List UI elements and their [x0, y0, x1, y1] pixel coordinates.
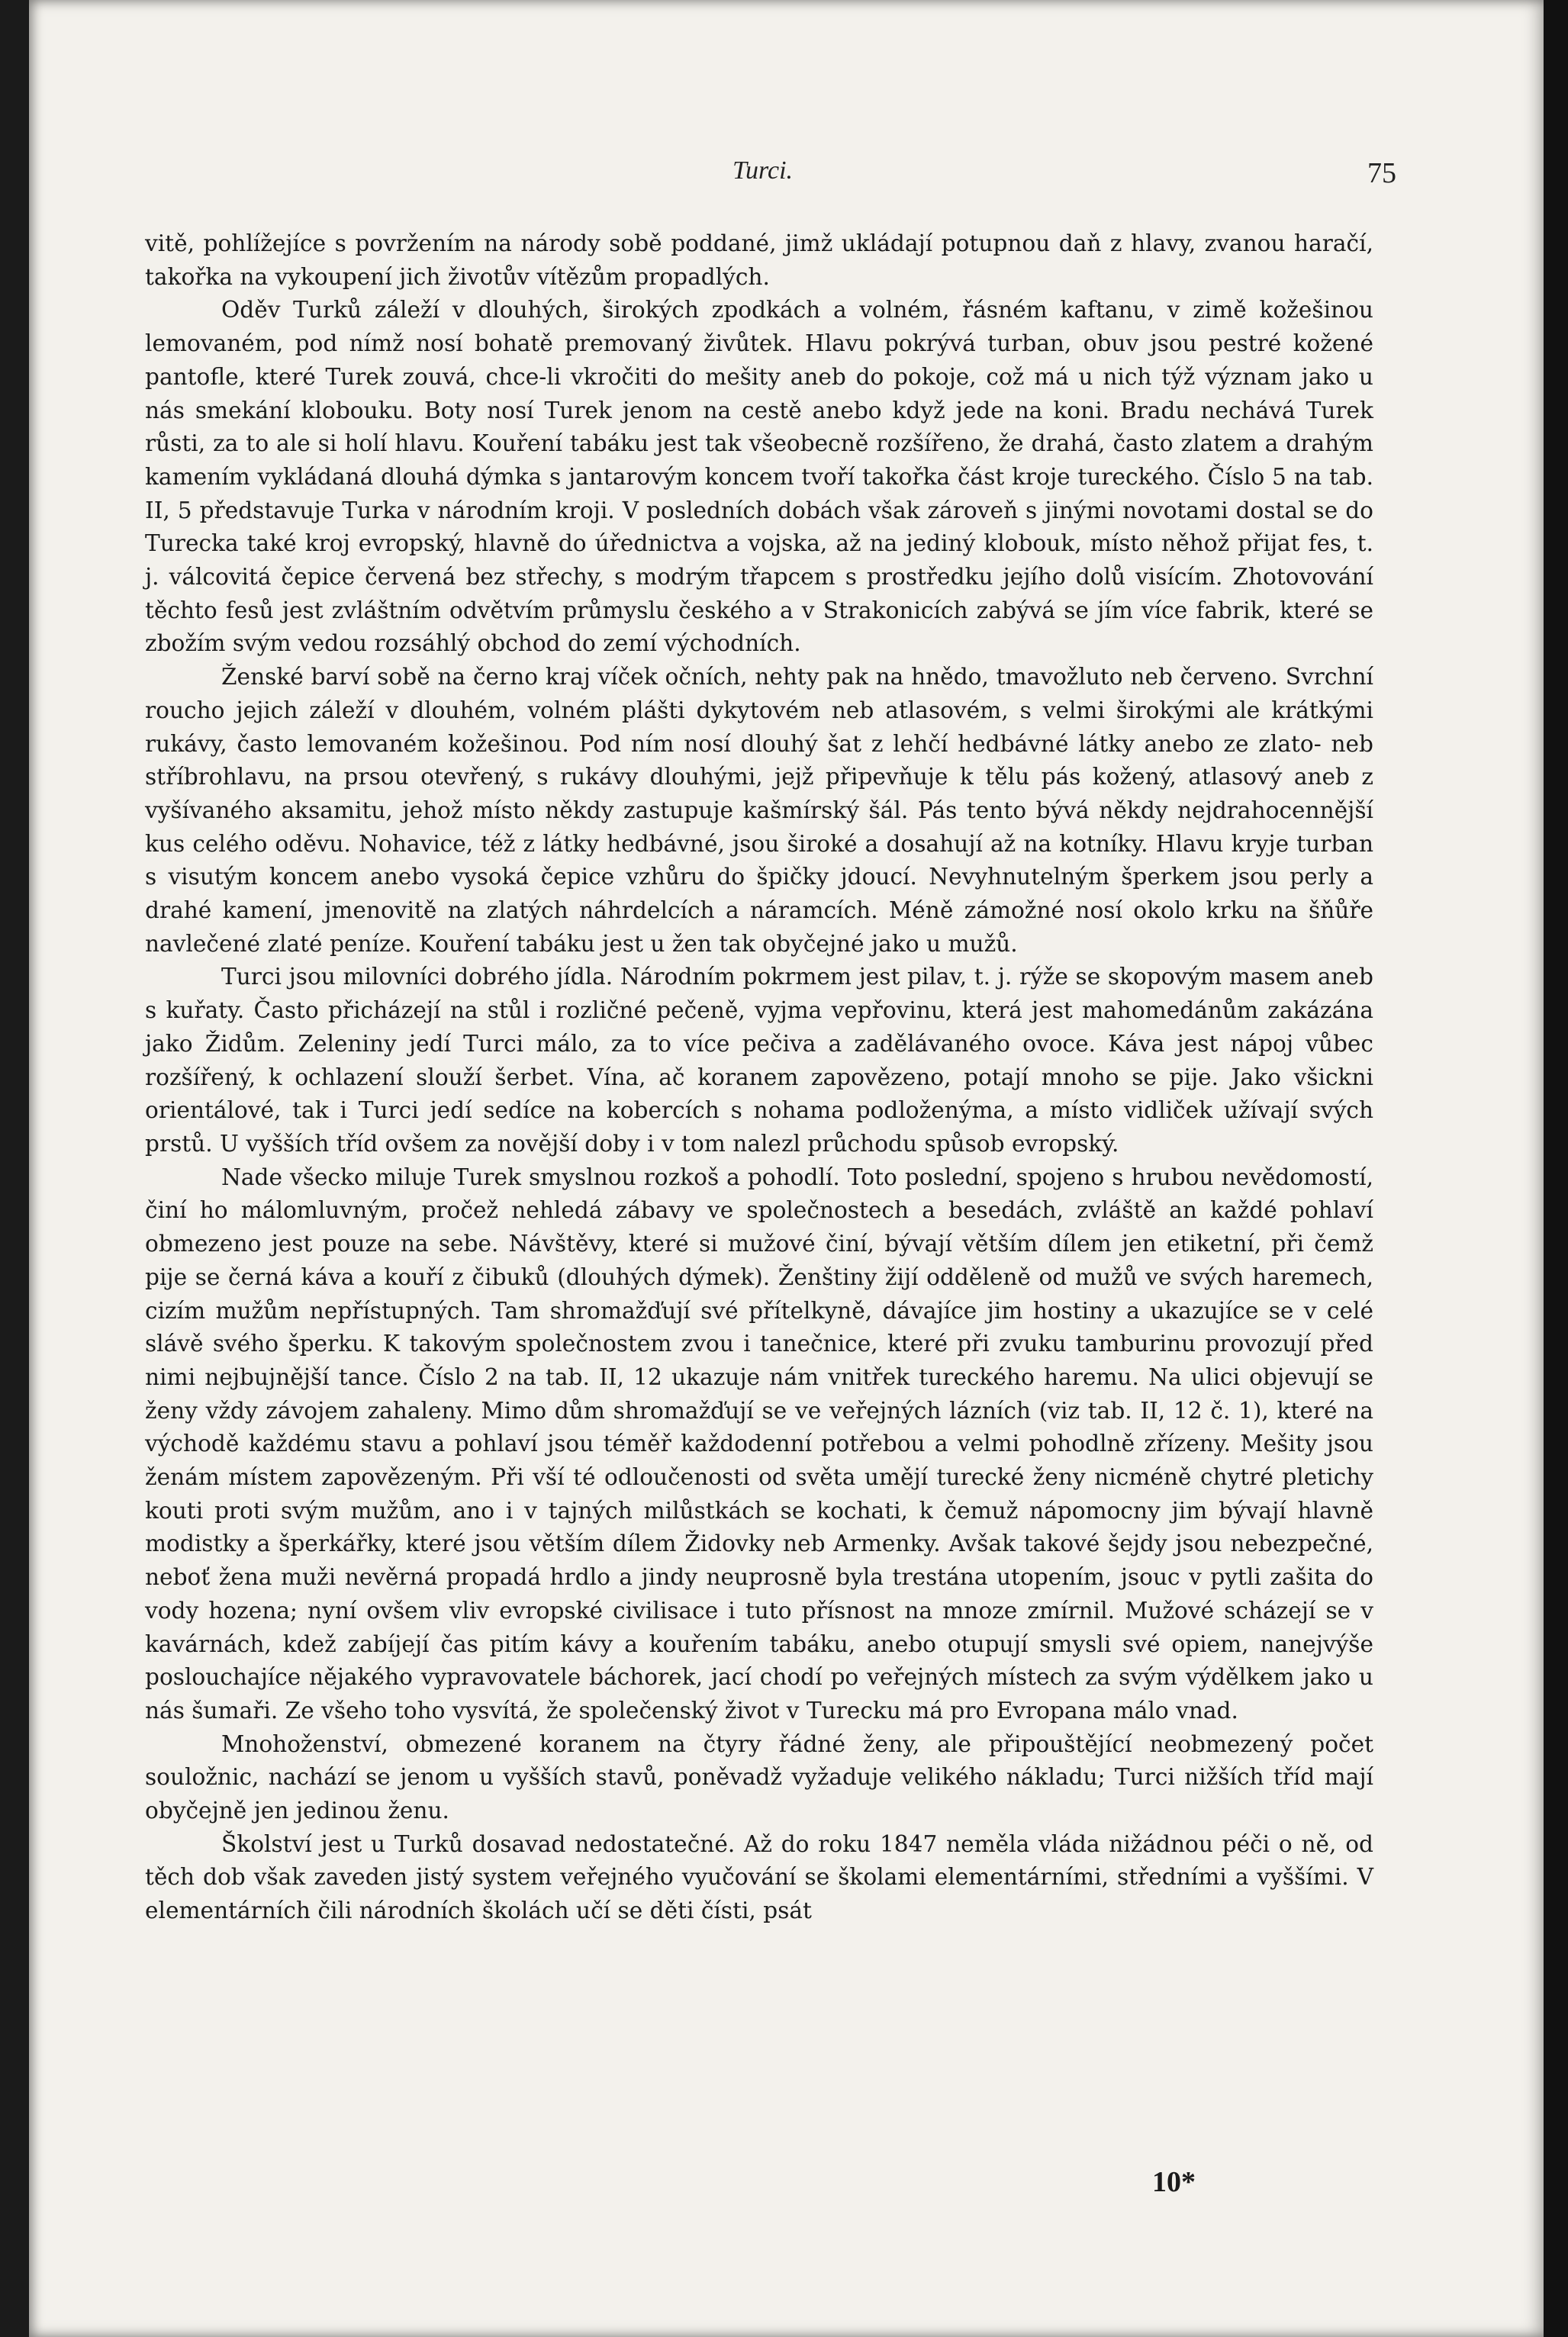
paragraph: Školství jest u Turků dosavad nedostatečné. Až do roku 1847 neměla vláda nižádnou péči o ně, od těch dob však zaveden jistý system veřejného vyučování se školami elementárními, středními a vyššími. V elementárních čili národních školách učí se děti čísti, psát [145, 1830, 1373, 1924]
paragraph: Ženské barví sobě na černo kraj víček očních, nehty pak na hnědo, tmavožluto neb červeno. Svrchní roucho jejich záleží v dlouhém, volném plášti dykytovém neb atlasovém, s velmi širokými ale krátkými rukávy, často lemovaném kožešinou. Pod ním nosí dlouhý šat z lehčí hedbávné látky anebo ze zlato- neb stříbrohlavu, na prsou otevřený, s rukávy dlouhými, jejž připevňuje k tělu pás kožený, atlasový aneb z vyšívaného aksamitu, jehož místo někdy zastupuje kašmírský šál. Pás tento bývá někdy nejdrahocennější kus celého oděvu. Nohavice, též z látky hedbávné, jsou široké a dosahují až na kotníky. Hlavu kryje turban s visutým koncem anebo vysoká čepice vzhůru do špičky jdoucí. Nevyhnutelným šperkem jsou perly a drahé kamení, jmenovitě na zlatých náhrdelcích a náramcích. Méně zámožné nosí okolo krku na šňůře navlečené zlaté peníze. Kouření tabáku jest u žen tak obyčejné jako u mužů. [145, 664, 1373, 957]
page-header [145, 156, 1396, 202]
paragraph: Turci jsou milovníci dobrého jídla. Národním pokrmem jest pilav, t. j. rýže se skopovým masem aneb s kuřaty. Často přicházejí na stůl i rozličné pečeně, vyjma vepřovinu, která jest mahomedánům zakázána jako Židům. Zeleniny jedí Turci málo, za to více pečiva a zadělávaného ovoce. Káva jest nápoj vůbec rozšířený, k ochlazení slouží šerbet. Vína, ač koranem zapovězeno, potají mnoho se pije. Jako všickni orientálové, tak i Turci jedí sedíce na kobercích s nohama podloženýma, a místo vidliček užívají svých prstů. U vyšších tříd ovšem za novější doby i v tom nalezl průchodu spůsob evropský. [145, 964, 1373, 1157]
signature-mark: 10* [1152, 2166, 1196, 2198]
paragraph: Mnohoženství, obmezené koranem na čtyry řádné ženy, ale připouštějící neobmezený počet souložnic, nachází se jenom u vyšších stavů, poněvadž vyžaduje velikého nákladu; Turci nižších tříd mají obyčejně jen jedinou ženu. [145, 1730, 1373, 1824]
running-title: Turci. [732, 156, 794, 185]
paragraph: Oděv Turků záleží v dlouhých, širokých zpodkách a volném, řásném kaftanu, v zimě kožešinou lemovaném, pod nímž nosí bohatě premovaný živůtek. Hlavu pokrývá turban, obuv jsou pestré kožené pantofle, které Turek zouvá, chce-li vkročiti do mešity aneb do pokoje, což má u nich týž význam jako u nás smekání klobouku. Boty nosí Turek jenom na cestě anebo když jede na koni. Bradu nechává Turek růsti, za to ale si holí hlavu. Kouření tabáku jest tak všeobecně rozšířeno, že drahá, často zlatem a drahým kamením vykládaná dlouhá dýmka s jantarovým koncem tvoří takořka část kroje tureckého. Číslo 5 na tab. II, 5 představuje Turka v národním kroji. V posledních dobách však zároveň s jinými novotami dostal se do Turecka také kroj evropský, hlavně do úřednictva a vojska, až na jediný klobouk, místo něhož přijat fes, t. j. válcovitá čepice červená bez střechy, s modrým třapcem s prostředku jejího dolů visícím. Zhotovování těchto fesů jest zvláštním odvětvím průmyslu českého a v Strakonicích zabývá se jím více fabrik, které se zbožím svým vedou rozsáhlý obchod do zemí východních. [145, 297, 1373, 657]
paragraph: Nade všecko miluje Turek smyslnou rozkoš a pohodlí. Toto poslední, spojeno s hrubou nevědomostí, činí ho málomluvným, pročež nehledá zábavy ve společnostech a besedách, zvláště an každé pohlaví obmezeno jest pouze na sebe. Návštěvy, které si mužové činí, bývají větším dílem jen etiketní, při čemž pije se černá káva a kouří z čibuků (dlouhých dýmek). Ženštiny žijí odděleně od mužů ve svých haremech, cizím mužům nepřístupných. Tam shromažďují své přítelkyně, dávajíce jim hostiny a ukazujíce se v celé slávě svého šperku. K takovým společnostem zvou i tanečnice, které při zvuku tamburinu provozují před nimi nejbujnější tance. Číslo 2 na tab. II, 12 ukazuje nám vnitřek tureckého haremu. Na ulici objevují se ženy vždy závojem zahaleny. Mimo dům shromažďují se ve veřejných lázních (viz tab. II, 12 č. 1), které na východě každému stavu a pohlaví jsou téměř každodenní potřebou a velmi pohodlně zřízeny. Mešity jsou ženám místem zapovězeným. Při vší té odloučenosti od světa umějí turecké ženy nicméně chytré pletichy kouti proti svým mužům, ano i v tajných milůstkách se kochati, k čemuž nápomocny jim bývají hlavně modistky a šperkářky, které jsou větším dílem Židovky neb Armenky. Avšak takové šejdy jsou nebezpečné, neboť žena muži nevěrná propadá hrdlo a jindy neuprosně byla trestána utopením, jsouc v pytli zašita do vody hozena; nyní ovšem vliv evropské civilisace i tuto přísnost na mnoze zmírnil. Mužové scházejí se v kavárnách, kdež zabíjejí čas pitím kávy a kouřením tabáku, anebo otupují smysli své opiem, nanejvýše poslouchajíce nějakého vypravovatele báchorek, jací chodí po veřejných místech za svým výdělkem jako u nás šumaři. Ze všeho toho vysvítá, že společenský život v Turecku má pro Evropana málo vnad. [145, 1164, 1373, 1724]
page-number: 75 [1367, 157, 1396, 189]
paragraph: vitě, pohlížejíce s povržením na národy sobě poddané, jimž ukládají potupnou daň z hlavy, zvanou haračí, takořka na vykoupení jich životův vítězům propadlých. [145, 230, 1373, 290]
body-text [145, 227, 1373, 1928]
scan-dark-edge [1544, 0, 1568, 2337]
